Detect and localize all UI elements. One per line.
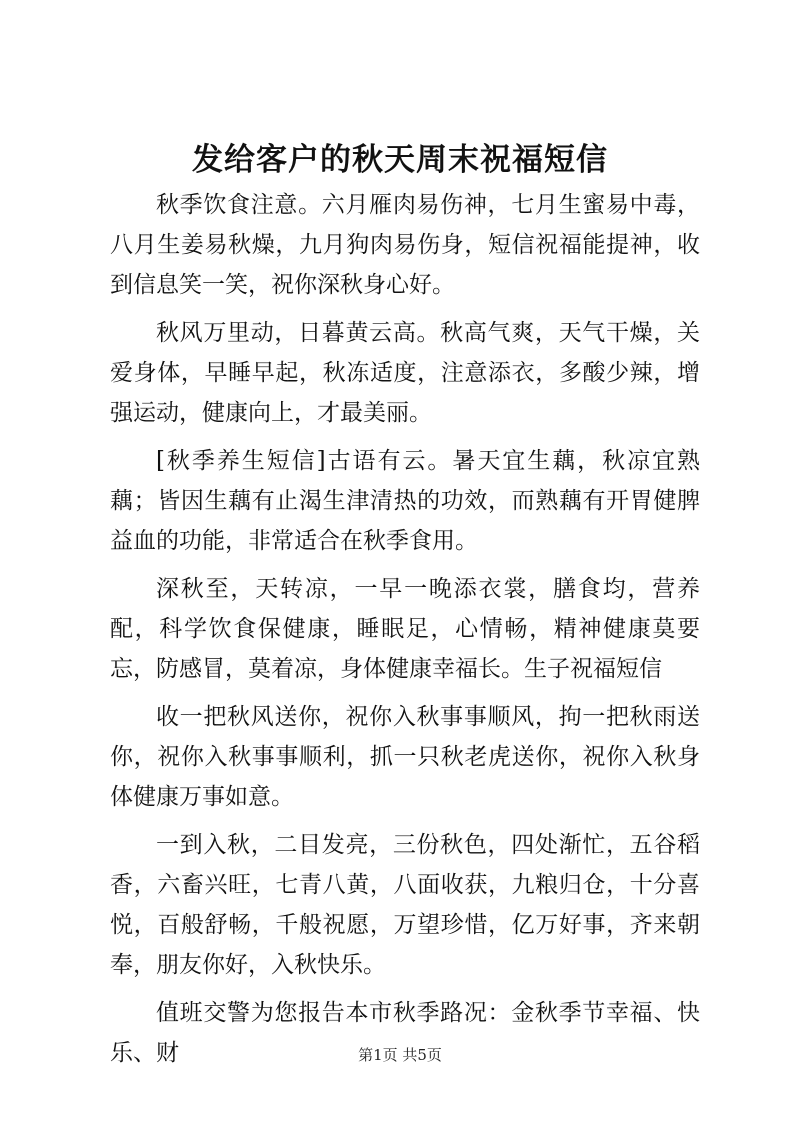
paragraph: 秋季饮食注意。六月雁肉易伤神，七月生蜜易中毒，八月生姜易秋燥，九月狗肉易伤身，短信祝福能提神，收到信息笑一笑，祝你深秋身心好。 xyxy=(110,192,700,298)
page-title: 发给客户的秋天周末祝福短信 xyxy=(192,142,608,178)
paragraph: 收一把秋风送你，祝你入秋事事顺风，拘一把秋雨送你，祝你入秋事事顺利，抓一只秋老虎送你，祝你入秋身体健康万事如意。 xyxy=(110,704,700,810)
page-footer: 第1页 共5页 xyxy=(358,1046,442,1064)
paragraph: 深秋至，天转凉，一早一晚添衣裳，膳食均，营养配，科学饮食保健康，睡眠足，心情畅，精神健康莫要忘，防感冒，莫着凉，身体健康幸福长。生子祝福短信 xyxy=(110,576,700,682)
paragraph: 值班交警为您报告本市秋季路况：金秋季节幸福、快乐、财 xyxy=(110,1000,700,1066)
paragraph: 一到入秋，二目发亮，三份秋色，四处渐忙，五谷稻香，六畜兴旺，七青八黄，八面收获，九粮归仓，十分喜悦，百般舒畅，千般祝愿，万望珍惜，亿万好事，齐来朝奉，朋友你好，入秋快乐。 xyxy=(110,832,700,978)
paragraph: 秋风万里动，日暮黄云高。秋高气爽，天气干燥，关爱身体，早睡早起，秋冻适度，注意添衣，多酸少辣，增强运动，健康向上，才最美丽。 xyxy=(110,320,700,426)
paragraph: [秋季养生短信]古语有云。暑天宜生藕，秋凉宜熟藕；皆因生藕有止渴生津清热的功效，而熟藕有开胃健脾益血的功能，非常适合在秋季食用。 xyxy=(110,448,700,554)
document-body xyxy=(110,185,700,1073)
